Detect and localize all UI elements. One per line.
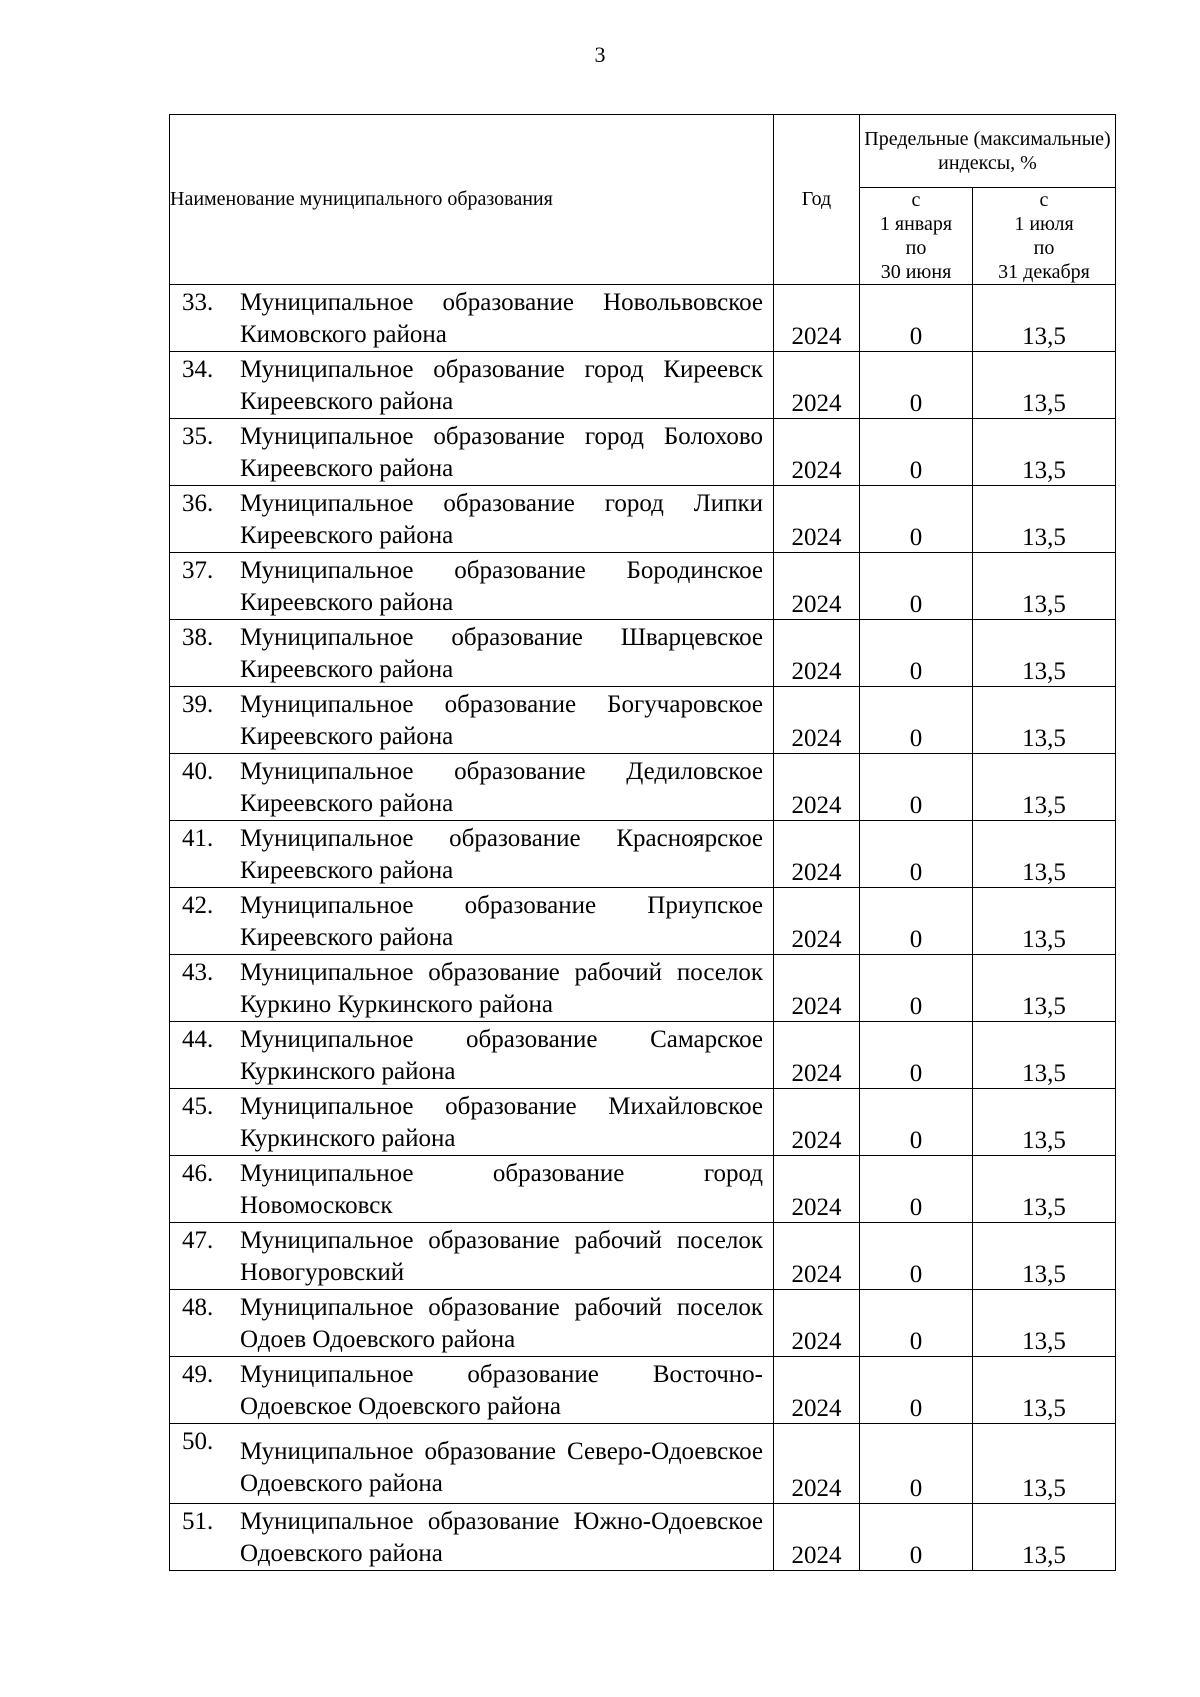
year-cell: 2024: [774, 1424, 860, 1504]
index-period-1-cell: 0: [860, 620, 973, 687]
table-row: [170, 687, 1116, 754]
table-row: [170, 419, 1116, 486]
index-period-1-cell: 0: [860, 1156, 973, 1223]
index-period-1-cell: 0: [860, 821, 973, 888]
index-period-1-cell: 0: [860, 285, 973, 352]
index-period-2-cell: 13,5: [973, 553, 1116, 620]
row-number: 50.: [182, 1428, 214, 1455]
table-row: [170, 821, 1116, 888]
indices-table: [169, 114, 1116, 1571]
table-row: [170, 1022, 1116, 1089]
municipality-name: Муниципальное образование Приупское Киреевского района: [240, 892, 763, 951]
row-number: 33.: [182, 289, 214, 316]
year-cell: 2024: [774, 754, 860, 821]
year-cell: 2024: [774, 285, 860, 352]
index-period-1-cell: 0: [860, 486, 973, 553]
municipality-name: Муниципальное образование Богучаровское Киреевского района: [240, 691, 763, 750]
index-period-2-cell: 13,5: [973, 1290, 1116, 1357]
municipality-cell: [170, 1156, 774, 1223]
index-period-1-cell: 0: [860, 1357, 973, 1424]
row-number: 43.: [182, 959, 214, 986]
table-row: [170, 620, 1116, 687]
municipality-name: Муниципальное образование Дедиловское Киреевского района: [240, 758, 763, 817]
table-row: [170, 1223, 1116, 1290]
row-number: 51.: [182, 1508, 214, 1535]
municipality-name: Муниципальное образование Михайловское Куркинского района: [240, 1093, 763, 1152]
header-period-1: с 1 января по 30 июня: [860, 188, 973, 285]
index-period-1-cell: 0: [860, 1290, 973, 1357]
municipality-name: Муниципальное образование город Липки Киреевского района: [240, 490, 763, 549]
index-period-1-cell: 0: [860, 888, 973, 955]
index-period-2-cell: 13,5: [973, 1089, 1116, 1156]
year-cell: 2024: [774, 419, 860, 486]
index-period-2-cell: 13,5: [973, 352, 1116, 419]
index-period-2-cell: 13,5: [973, 285, 1116, 352]
municipality-cell: [170, 419, 774, 486]
year-cell: 2024: [774, 486, 860, 553]
municipality-name: Муниципальное образование рабочий поселок Новогуровский: [240, 1227, 763, 1286]
row-number: 40.: [182, 758, 214, 785]
index-period-2-cell: 13,5: [973, 1357, 1116, 1424]
index-period-2-cell: 13,5: [973, 486, 1116, 553]
index-period-1-cell: 0: [860, 1089, 973, 1156]
year-cell: 2024: [774, 1357, 860, 1424]
municipality-cell: [170, 1290, 774, 1357]
municipality-cell: [170, 1357, 774, 1424]
municipality-name: Муниципальное образование Новольвовское Кимовского района: [240, 289, 763, 348]
municipality-name: Муниципальное образование Бородинское Киреевского района: [240, 557, 763, 616]
index-period-1-cell: 0: [860, 687, 973, 754]
index-period-1-cell: 0: [860, 352, 973, 419]
table-row: [170, 1089, 1116, 1156]
year-cell: 2024: [774, 352, 860, 419]
year-cell: 2024: [774, 1089, 860, 1156]
header-limit: Предельные (максимальные) индексы, %: [860, 115, 1116, 188]
row-number: 48.: [182, 1294, 214, 1321]
row-number: 36.: [182, 490, 214, 517]
municipality-cell: [170, 553, 774, 620]
header-period-2: с 1 июля по 31 декабря: [973, 188, 1116, 285]
municipality-cell: [170, 285, 774, 352]
municipality-cell: [170, 1223, 774, 1290]
row-number: 44.: [182, 1026, 214, 1053]
municipality-name: Муниципальное образование Восточно-Одоевское Одоевского района: [240, 1361, 763, 1420]
index-period-2-cell: 13,5: [973, 1504, 1116, 1571]
municipality-cell: [170, 754, 774, 821]
municipality-name: Муниципальное образование город Новомосковск: [240, 1160, 763, 1219]
table-row: [170, 285, 1116, 352]
municipality-cell: [170, 955, 774, 1022]
table-row: [170, 1290, 1116, 1357]
index-period-2-cell: 13,5: [973, 888, 1116, 955]
table-row: [170, 1504, 1116, 1571]
year-cell: 2024: [774, 553, 860, 620]
index-period-2-cell: 13,5: [973, 419, 1116, 486]
index-period-2-cell: 13,5: [973, 955, 1116, 1022]
index-period-2-cell: 13,5: [973, 687, 1116, 754]
municipality-cell: [170, 1022, 774, 1089]
municipality-name: Муниципальное образование город Болохово Киреевского района: [240, 423, 763, 482]
table-row: [170, 955, 1116, 1022]
index-period-1-cell: 0: [860, 553, 973, 620]
index-period-2-cell: 13,5: [973, 821, 1116, 888]
municipality-cell: [170, 888, 774, 955]
table-row: [170, 486, 1116, 553]
index-period-2-cell: 13,5: [973, 620, 1116, 687]
table-row: [170, 352, 1116, 419]
index-period-1-cell: 0: [860, 1022, 973, 1089]
municipality-cell: [170, 1424, 774, 1504]
table-row: [170, 754, 1116, 821]
page-number: 3: [594, 42, 606, 67]
year-cell: 2024: [774, 1504, 860, 1571]
municipality-name: Муниципальное образование рабочий поселок Куркино Куркинского района: [240, 959, 763, 1018]
year-cell: 2024: [774, 1223, 860, 1290]
row-number: 47.: [182, 1227, 214, 1254]
year-cell: 2024: [774, 1156, 860, 1223]
year-cell: 2024: [774, 955, 860, 1022]
index-period-2-cell: 13,5: [973, 1022, 1116, 1089]
index-period-1-cell: 0: [860, 1223, 973, 1290]
municipality-name: Муниципальное образование Самарское Куркинского района: [240, 1026, 763, 1085]
year-cell: 2024: [774, 1022, 860, 1089]
table-row: [170, 888, 1116, 955]
municipality-cell: [170, 1504, 774, 1571]
municipality-name: Муниципальное образование Шварцевское Киреевского района: [240, 624, 763, 683]
municipality-cell: [170, 486, 774, 553]
index-period-2-cell: 13,5: [973, 1156, 1116, 1223]
header-year: Год: [774, 115, 860, 285]
row-number: 41.: [182, 825, 214, 852]
index-period-1-cell: 0: [860, 1504, 973, 1571]
row-number: 49.: [182, 1361, 214, 1388]
index-period-1-cell: 0: [860, 1424, 973, 1504]
index-period-2-cell: 13,5: [973, 754, 1116, 821]
table-row: [170, 1424, 1116, 1504]
table-row: [170, 1156, 1116, 1223]
municipality-name: Муниципальное образование Красноярское Киреевского района: [240, 825, 763, 884]
year-cell: 2024: [774, 821, 860, 888]
year-cell: 2024: [774, 888, 860, 955]
index-period-2-cell: 13,5: [973, 1424, 1116, 1504]
row-number: 42.: [182, 892, 214, 919]
municipality-name: Муниципальное образование город Киреевск Киреевского района: [240, 356, 763, 415]
municipality-cell: [170, 1089, 774, 1156]
row-number: 34.: [182, 356, 214, 383]
index-period-2-cell: 13,5: [973, 1223, 1116, 1290]
row-number: 45.: [182, 1093, 214, 1120]
municipality-cell: [170, 821, 774, 888]
municipality-cell: [170, 687, 774, 754]
index-period-1-cell: 0: [860, 419, 973, 486]
municipality-name: Муниципальное образование Южно-Одоевское Одоевского района: [240, 1508, 763, 1567]
year-cell: 2024: [774, 620, 860, 687]
header-name: Наименование муниципального образования: [170, 115, 774, 285]
row-number: 46.: [182, 1160, 214, 1187]
table-row: [170, 1357, 1116, 1424]
row-number: 35.: [182, 423, 214, 450]
year-cell: 2024: [774, 1290, 860, 1357]
row-number: 38.: [182, 624, 214, 651]
row-number: 39.: [182, 691, 214, 718]
municipality-cell: [170, 620, 774, 687]
index-period-1-cell: 0: [860, 955, 973, 1022]
municipality-cell: [170, 352, 774, 419]
index-period-1-cell: 0: [860, 754, 973, 821]
municipality-name: Муниципальное образование Северо-Одоевское Одоевского района: [240, 1438, 763, 1497]
year-cell: 2024: [774, 687, 860, 754]
table-row: [170, 553, 1116, 620]
row-number: 37.: [182, 557, 214, 584]
municipality-name: Муниципальное образование рабочий поселок Одоев Одоевского района: [240, 1294, 763, 1353]
